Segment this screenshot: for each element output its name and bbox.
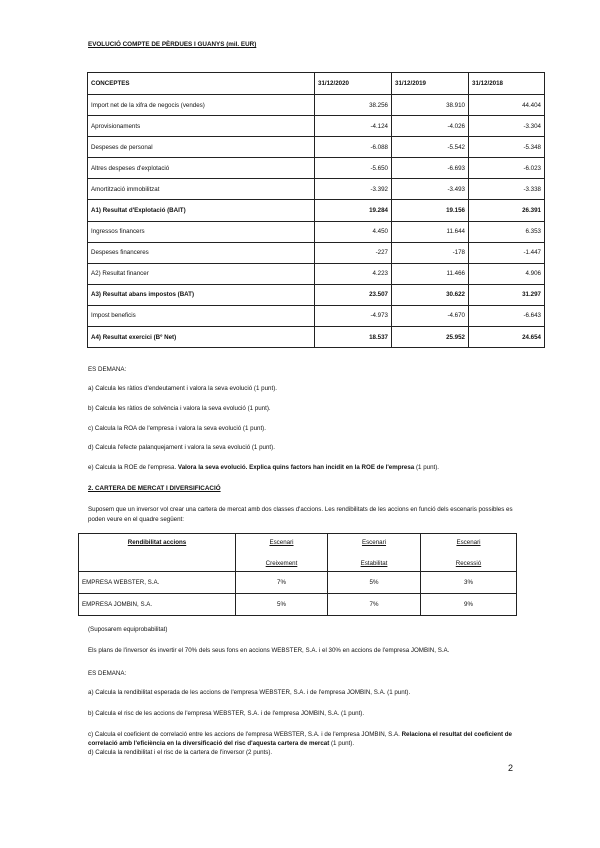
row-label: A3) Resultat abans impostos (BAT) [88,284,315,305]
value-2020: -227 [315,242,392,263]
header-returns-label: Rendibilitat accions [127,539,187,546]
table-row [88,179,545,200]
header-returns [79,534,236,572]
table-row [88,263,545,284]
value-2019: 30.622 [392,284,469,305]
scenario-row [79,594,517,616]
table-row [88,284,545,305]
value-2018: 24.654 [469,327,545,348]
company-label: EMPRESA WEBSTER, S.A. [79,572,236,594]
question-1c: c) Calcula la ROA de l'empresa i valora la seva evolució (1 punt). [88,425,266,432]
value-2018: -5.348 [469,137,545,158]
value-2018: 44.404 [469,95,545,116]
question-1e-text: e) Calcula la ROE de l'empresa. [88,464,178,471]
value-2018: 31.297 [469,284,545,305]
value-2019: -5.542 [392,137,469,158]
value-2020: 23.507 [315,284,392,305]
value-2019: 38.910 [392,95,469,116]
value-2020: 38.256 [315,95,392,116]
header-2020: 31/12/2020 [315,73,392,95]
header-recession-top: Escenari [456,538,481,546]
header-recession-bottom: Recessió [455,559,482,567]
scenario-table [78,533,517,616]
page-number: 2 [508,763,514,773]
value-2018: -3.304 [469,116,545,137]
row-label: A1) Resultat d'Explotació (BAIT) [88,200,315,221]
value-2020: -4.124 [315,116,392,137]
scenario-header-row [79,534,517,572]
question-2c-text: c) Calcula el coeficient de correlació entre les accions de l'empresa WEBSTER, S.A. i de l'empresa JOMBIN, S.A. [88,731,402,738]
row-label: Despeses financeres [88,242,315,263]
value-2019: 11.466 [392,263,469,284]
value-2020: -4.973 [315,305,392,326]
header-concepts: CONCEPTES [88,73,315,95]
header-growth-bottom: Creixement [265,559,298,567]
question-2c-bold2: del coeficient de correlació amb l'eficiència en la diversificació del risc d'aquesta cartera de mercat [88,731,512,747]
table-row [88,327,545,348]
stability-value: 5% [328,572,421,594]
question-2a: a) Calcula la rendibilitat esperada de les accions de l'empresa WEBSTER, S.A. i de l'empresa JOMBIN, S.A. (1 punt). [88,689,411,696]
section2-heading: 2. CARTERA DE MERCAT I DIVERSIFICACIÓ [88,485,221,492]
table-row [88,137,545,158]
value-2018: 26.391 [469,200,545,221]
table-row [88,116,545,137]
document-title: EVOLUCIÓ COMPTE DE PÈRDUES I GUANYS (mil. EUR) [88,41,257,48]
table-header-row [88,73,545,95]
recession-value: 3% [421,572,517,594]
question-1e [88,464,439,471]
value-2018: 6.353 [469,221,545,242]
question-2c-bold1: Relaciona el resultat [401,731,462,738]
value-2019: 19.156 [392,200,469,221]
value-2018: -3.338 [469,179,545,200]
recession-value: 9% [421,594,517,616]
value-2020: -6.088 [315,137,392,158]
table-row [88,95,545,116]
value-2019: -4.670 [392,305,469,326]
header-stability-top: Escenari [361,538,387,546]
row-label: Altres despeses d'explotació [88,158,315,179]
es-demana-1: ES DEMANA: [88,366,127,373]
value-2020: 4.223 [315,263,392,284]
question-1b: b) Calcula les ràtios de solvència i valora la seva evolució (1 punt). [88,405,271,412]
value-2018: -6.023 [469,158,545,179]
growth-value: 7% [236,572,328,594]
question-2c [88,730,520,748]
value-2020: -3.392 [315,179,392,200]
question-1a: a) Calcula les ràtios d'endeutament i valora la seva evolució (1 punt). [88,385,277,392]
row-label: A2) Resultat financer [88,263,315,284]
question-2b: b) Calcula el risc de les accions de l'empresa WEBSTER, S.A. i de l'empresa JOMBIN, S.A. (1 punt). [88,710,365,717]
value-2019: -4.026 [392,116,469,137]
value-2019: -6.693 [392,158,469,179]
investor-plan: Els plans de l'inversor és invertir el 70% dels seus fons en accions WEBSTER, S.A. i el 30% en accions de l'empresa JOMBIN, S.A. [88,647,450,654]
es-demana-2: ES DEMANA: [88,670,127,677]
row-label: Aprovisionaments [88,116,315,137]
row-label: Import net de la xifra de negocis (vendes) [88,95,315,116]
header-growth-top: Escenari [269,538,294,546]
value-2019: 25.952 [392,327,469,348]
row-label: A4) Resultat exercici (Bº Net) [88,327,315,348]
question-1d: d) Calcula l'efecte palanquejament i valora la seva evolució (1 punt). [88,444,275,451]
question-2d: d) Calcula la rendibilitat i el risc de la cartera de l'inversor (2 punts). [88,749,273,756]
section2-intro: Suposem que un inversor vol crear una cartera de mercat amb dos classes d'accions. Les rendibilitats de les accions en funció dels escenaris possibles es poden veure en el quadre següent: [88,506,513,523]
growth-value: 5% [236,594,328,616]
company-label: EMPRESA JOMBIN, S.A. [79,594,236,616]
value-2019: -3.493 [392,179,469,200]
table-row [88,305,545,326]
header-2019: 31/12/2019 [392,73,469,95]
header-recession [421,534,517,572]
value-2018: -1.447 [469,242,545,263]
value-2020: 4.450 [315,221,392,242]
profit-loss-table [87,72,545,348]
value-2019: -178 [392,242,469,263]
question-2c-end: (1 punt). [329,740,355,747]
row-label: Ingressos financers [88,221,315,242]
value-2020: 19.284 [315,200,392,221]
value-2020: -5.650 [315,158,392,179]
header-stability [328,534,421,572]
question-1e-bold: Valora la seva evolució. Explica quins factors han incidit en la ROE de l'empresa [177,464,415,471]
question-1e-end: (1 punt). [414,464,440,471]
table-row [88,158,545,179]
header-2018: 31/12/2018 [469,73,545,95]
header-growth [236,534,328,572]
table-row [88,221,545,242]
header-stability-bottom: Estabilitat [360,559,388,567]
stability-value: 7% [328,594,421,616]
table-row [88,200,545,221]
table-row [88,242,545,263]
value-2020: 18.537 [315,327,392,348]
row-label: Amortització immobilitzat [88,179,315,200]
value-2018: -6.643 [469,305,545,326]
row-label: Despeses de personal [88,137,315,158]
value-2018: 4.906 [469,263,545,284]
equiprobability-note: (Suposarem equiprobabilitat) [88,626,168,633]
scenario-row [79,572,517,594]
row-label: Impost beneficis [88,305,315,326]
value-2019: 11.644 [392,221,469,242]
